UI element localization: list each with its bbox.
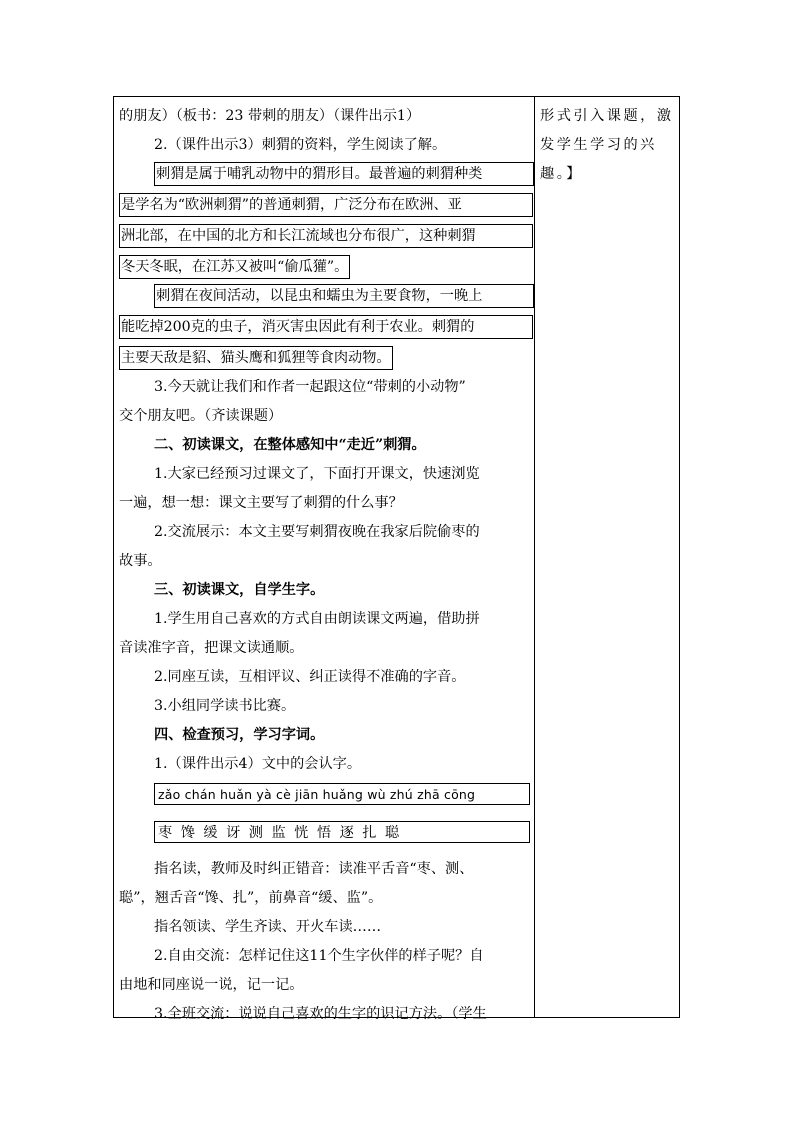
text-line: 的朋友）（板书：23 带刺的朋友）（课件出示1） (119, 108, 421, 124)
text-line: 音读准字音，把课文读通顺。 (119, 640, 304, 656)
text-line: 故事。 (119, 553, 162, 569)
text-line: 交个朋友吧。（齐读课题） (119, 408, 283, 424)
text-line: 指名读，教师及时纠正错音：读准平舌音“枣、测、 (154, 861, 474, 877)
boxed-text-line: 洲北部，在中国的北方和长江流域也分布很广，这种刺猬 (119, 224, 533, 248)
text-line: 2.交流展示：本文主要写刺猬夜晚在我家后院偷枣的 (154, 524, 480, 540)
column-divider (534, 97, 535, 1017)
text-line: 1.（课件出示4）文中的会认字。 (154, 756, 362, 772)
section-heading: 二、初读课文，在整体感知中“走近”刺猬。 (154, 437, 426, 453)
boxed-text-line: 是学名为“欧洲刺猬”的普通刺猬，广泛分布在欧洲、亚 (119, 193, 533, 217)
text-line: 1.学生用自己喜欢的方式自由朗读课文两遍，借助拼 (154, 611, 480, 627)
text-line: 1.大家已经预习过课文了，下面打开课文，快速浏览 (154, 466, 480, 482)
note-line: 趣。】 (540, 166, 583, 182)
text-line: 2.自由交流：怎样记住这11个生字伙伴的样子呢？自 (154, 948, 484, 964)
section-heading: 三、初读课文，自学生字。 (154, 582, 325, 598)
text-line: 聪”，翘舌音“馋、扎”，前鼻音“缓、监”。 (119, 890, 383, 906)
note-line: 形式引入课题，激 (540, 108, 674, 124)
text-line: 3.全班交流：说说自己喜欢的生字的识记方法。（学生 (154, 1006, 487, 1022)
main-column (119, 102, 529, 1029)
boxed-text-line: 能吃掉200克的虫子，消灭害虫因此有利于农业。刺猬的 (119, 315, 533, 339)
boxed-text-line: 主要天敌是貂、猫头鹰和狐狸等食肉动物。 (119, 346, 393, 370)
text-line: 指名领读、学生齐读、开火车读…… (154, 919, 382, 935)
text-line: 3.今天就让我们和作者一起跟这位“带刺的小动物” (154, 379, 466, 395)
pinyin-box: zǎo chán huǎn yà cè jiān huǎng wù zhú zhā cōng (154, 783, 530, 805)
characters-box: 枣 馋 缓 讶 测 监 恍 悟 逐 扎 聪 (154, 821, 530, 843)
text-line: 由地和同座说一说，记一记。 (119, 977, 304, 993)
text-line: 2.同座互读，互相评议、纠正读得不准确的字音。 (154, 669, 466, 685)
boxed-text-line: 冬天冬眠，在江苏又被叫“偷瓜獾”。 (119, 255, 350, 279)
boxed-text-line: 刺猬在夜间活动，以昆虫和蠕虫为主要食物，一晚上 (154, 284, 534, 308)
text-line: 2.（课件出示3）刺猬的资料，学生阅读了解。 (154, 137, 447, 153)
notes-column (540, 102, 676, 189)
boxed-text-line: 刺猬是属于哺乳动物中的猬形目。最普遍的刺猬种类 (154, 162, 534, 186)
text-line: 3.小组同学读书比赛。 (154, 698, 296, 714)
lesson-plan-table (113, 96, 680, 1022)
note-line: 发学生学习的兴 (540, 137, 657, 153)
text-line: 一遍，想一想：课文主要写了刺猬的什么事？ (119, 495, 403, 511)
section-heading: 四、检查预习，学习字词。 (154, 727, 325, 743)
